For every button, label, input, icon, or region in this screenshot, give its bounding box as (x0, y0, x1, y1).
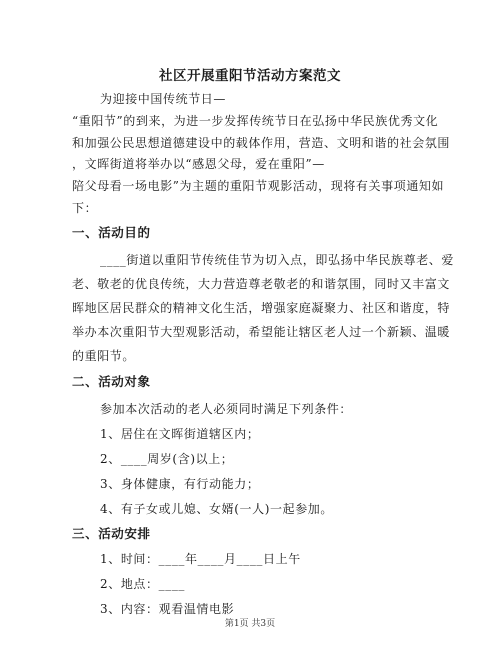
purpose-line: 晖地区居民群众的精神文化生活，增强家庭凝聚力、社区和谐度，特 (72, 301, 451, 315)
intro-line: “重阳节”的到来，为进一步发挥传统节日在弘扬中华民族优秀文化 (72, 114, 439, 128)
purpose-line: 的重阳节。 (72, 349, 136, 363)
purpose-line: 老、敬老的优良传统，大力营造尊老敬老的和谐氛围，同时又丰富文 (72, 277, 451, 291)
section-heading-participants: 二、活动对象 (72, 374, 151, 389)
document-title: 社区开展重阳节活动方案范文 (159, 68, 341, 84)
schedule-item: 3、内容：观看温情电影 (100, 602, 235, 616)
participants-item: 2、____周岁(含)以上； (100, 452, 234, 466)
intro-line: 和加强公民思想道德建设中的载体作用，营造、文明和谐的社会氛围 (72, 136, 451, 150)
participants-item: 1、居住在文晖街道辖区内； (100, 427, 260, 441)
intro-line: ，文晖街道将举办以“感恩父母，爱在重阳”— (72, 157, 325, 171)
page-footer: 第1页 共3页 (224, 619, 276, 629)
participants-item: 3、身体健康，有行动能力； (100, 477, 260, 491)
schedule-item: 1、时间：____年____月____日上午 (100, 552, 301, 566)
section-heading-purpose: 一、活动目的 (72, 225, 151, 240)
schedule-item: 2、地点：____ (100, 577, 186, 591)
participants-item: 4、有子女或儿媳、女婿(一人)一起参加。 (100, 502, 333, 516)
purpose-line: ____街道以重阳节传统佳节为切入点，即弘扬中华民族尊老、爱 (100, 253, 455, 267)
purpose-line: 举办本次重阳节大型观影活动，希望能让辖区老人过一个新颖、温暖 (72, 325, 451, 339)
section-heading-schedule: 三、活动安排 (72, 526, 151, 541)
intro-line: 陪父母看一场电影”为主题的重阳节观影活动，现将有关事项通知如 (72, 179, 445, 193)
intro-line: 下： (72, 201, 98, 215)
participants-intro: 参加本次活动的老人必须同时满足下列条件： (100, 402, 353, 416)
intro-line: 为迎接中国传统节日— (100, 92, 227, 106)
